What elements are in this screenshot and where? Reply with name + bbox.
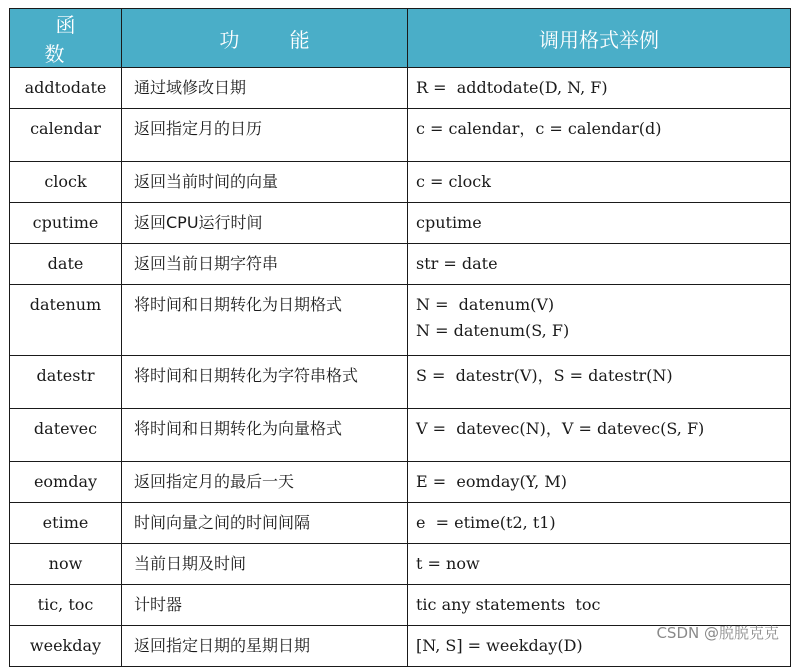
- usage-example-cell: [408, 503, 791, 544]
- usage-line: e = etime(t2, t1): [416, 513, 556, 532]
- usage-example-cell: [408, 356, 791, 409]
- function-description-cell: [122, 409, 408, 462]
- usage-example-cell: [408, 162, 791, 203]
- function-name: now: [48, 554, 83, 573]
- usage-example: [416, 585, 782, 618]
- header-feature: 功 能: [122, 9, 408, 68]
- table-row: [10, 162, 791, 203]
- function-name-cell: [10, 68, 122, 109]
- table-row: [10, 585, 791, 626]
- function-description: 将时间和日期转化为字符串格式: [134, 366, 359, 385]
- table-row: [10, 544, 791, 585]
- function-description: 返回当前日期字符串: [134, 254, 279, 273]
- function-name: datestr: [36, 366, 95, 385]
- usage-example: [416, 544, 782, 577]
- usage-example: [416, 285, 782, 344]
- usage-line: c = calendar，c = calendar(d): [416, 119, 662, 138]
- function-description-cell: [122, 626, 408, 667]
- function-name: eomday: [33, 472, 98, 491]
- usage-example-cell: [408, 585, 791, 626]
- table-row: [10, 68, 791, 109]
- table-row: [10, 462, 791, 503]
- function-description: 返回指定日期的星期日期: [134, 636, 311, 655]
- function-description-cell: [122, 285, 408, 356]
- function-description-cell: [122, 68, 408, 109]
- usage-line: R = addtodate(D, N, F): [416, 78, 608, 97]
- function-name: addtodate: [24, 78, 107, 97]
- header-usage: 调用格式举例: [408, 9, 791, 68]
- usage-example-cell: [408, 462, 791, 503]
- usage-example-cell: [408, 109, 791, 162]
- usage-line: t = now: [416, 554, 480, 573]
- function-name-cell: [10, 244, 122, 285]
- function-description: 返回指定月的日历: [134, 119, 263, 138]
- usage-line: N = datenum(V): [416, 295, 555, 314]
- header-function: 函 数: [10, 9, 122, 68]
- function-description-cell: [122, 585, 408, 626]
- function-description: 返回CPU运行时间: [134, 213, 263, 232]
- usage-example: [416, 462, 782, 495]
- table-row: [10, 285, 791, 356]
- usage-example: [416, 244, 782, 277]
- function-description: 通过域修改日期: [134, 78, 247, 97]
- table-row: [10, 409, 791, 462]
- function-name-cell: [10, 203, 122, 244]
- function-name: clock: [44, 172, 87, 191]
- function-name-cell: [10, 285, 122, 356]
- table-header: [10, 9, 791, 68]
- function-description: 将时间和日期转化为日期格式: [134, 295, 343, 314]
- usage-example-cell: [408, 285, 791, 356]
- function-description-cell: [122, 544, 408, 585]
- usage-example: [416, 356, 782, 389]
- usage-example-cell: [408, 409, 791, 462]
- function-name: calendar: [30, 119, 101, 138]
- function-name: datenum: [29, 295, 102, 314]
- usage-example-cell: [408, 544, 791, 585]
- function-description: 将时间和日期转化为向量格式: [134, 419, 343, 438]
- usage-example-cell: [408, 68, 791, 109]
- usage-line: str = date: [416, 254, 498, 273]
- usage-line: E = eomday(Y, M): [416, 472, 567, 491]
- function-name-cell: [10, 626, 122, 667]
- function-name-cell: [10, 162, 122, 203]
- function-description-cell: [122, 462, 408, 503]
- function-description-cell: [122, 244, 408, 285]
- function-name: cputime: [32, 213, 99, 232]
- usage-example: [416, 68, 782, 101]
- table-row: [10, 356, 791, 409]
- watermark: CSDN @脱脱克克: [656, 624, 779, 642]
- usage-line: c = clock: [416, 172, 491, 191]
- function-name-cell: [10, 409, 122, 462]
- usage-example: [416, 203, 782, 236]
- usage-example: [416, 109, 782, 142]
- function-table: [9, 8, 791, 667]
- usage-example: [416, 162, 782, 195]
- usage-example: [416, 503, 782, 536]
- usage-line: tic any statements toc: [416, 595, 601, 614]
- function-name-cell: [10, 356, 122, 409]
- usage-example-cell: [408, 203, 791, 244]
- function-name: datevec: [33, 419, 98, 438]
- function-description-cell: [122, 203, 408, 244]
- function-name-cell: [10, 503, 122, 544]
- function-description: 返回当前时间的向量: [134, 172, 279, 191]
- usage-line: S = datestr(V)，S = datestr(N): [416, 366, 673, 385]
- function-description-cell: [122, 356, 408, 409]
- function-description-cell: [122, 109, 408, 162]
- header-row: [10, 9, 791, 68]
- function-name-cell: [10, 544, 122, 585]
- function-name: date: [47, 254, 84, 273]
- table-row: [10, 203, 791, 244]
- table-body: [10, 68, 791, 667]
- function-description: 返回指定月的最后一天: [134, 472, 295, 491]
- function-name: weekday: [29, 636, 102, 655]
- function-name-cell: [10, 109, 122, 162]
- usage-line: cputime: [416, 213, 482, 232]
- usage-example-cell: [408, 244, 791, 285]
- table-row: [10, 109, 791, 162]
- table-row: [10, 244, 791, 285]
- usage-line: N = datenum(S, F): [416, 321, 570, 340]
- function-description-cell: [122, 162, 408, 203]
- table-row: [10, 503, 791, 544]
- function-description: 时间向量之间的时间间隔: [134, 513, 311, 532]
- usage-line: [N, S] = weekday(D): [416, 636, 583, 655]
- function-description: 计时器: [134, 595, 183, 614]
- function-name-cell: [10, 462, 122, 503]
- function-name: tic, toc: [37, 595, 94, 614]
- usage-example: [416, 409, 782, 442]
- usage-line: V = datevec(N)，V = datevec(S, F): [416, 419, 705, 438]
- function-description-cell: [122, 503, 408, 544]
- function-name-cell: [10, 585, 122, 626]
- function-description: 当前日期及时间: [134, 554, 247, 573]
- function-name: etime: [42, 513, 89, 532]
